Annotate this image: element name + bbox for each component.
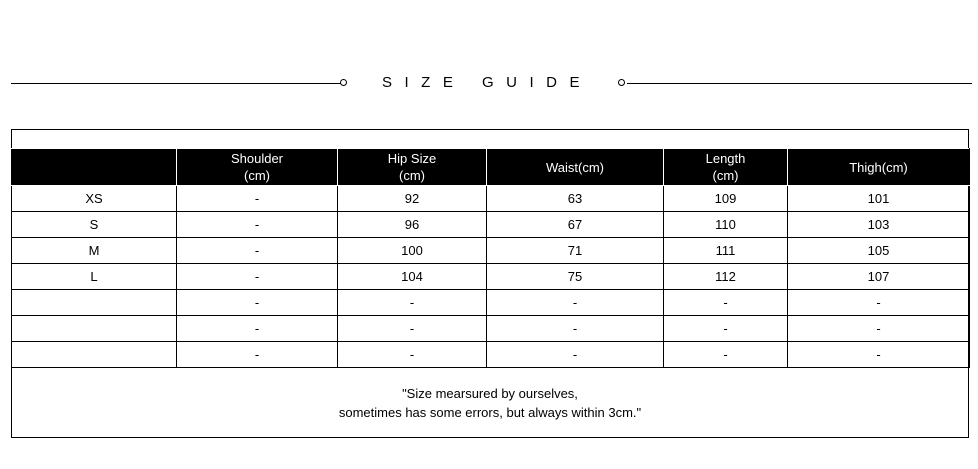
measurement-note <box>12 384 968 422</box>
table-cell: - <box>664 290 788 316</box>
table-row <box>12 186 970 212</box>
table-cell: 109 <box>664 186 788 212</box>
header-hip-label: Hip Size <box>387 151 437 166</box>
table-cell: 112 <box>664 264 788 290</box>
table-cell: - <box>487 316 664 342</box>
header-thigh: Thigh(cm) <box>788 149 970 186</box>
table-row <box>12 264 970 290</box>
table-cell: 67 <box>487 212 664 238</box>
table-cell: - <box>487 342 664 368</box>
size-table <box>11 148 970 368</box>
table-cell <box>12 290 177 316</box>
table-cell <box>12 316 177 342</box>
table-cell: 105 <box>788 238 970 264</box>
header-size <box>12 149 177 186</box>
table-cell <box>12 342 177 368</box>
table-cell: - <box>177 316 338 342</box>
table-cell: - <box>338 316 487 342</box>
table-cell: 63 <box>487 186 664 212</box>
table-cell: 107 <box>788 264 970 290</box>
table-cell: 103 <box>788 212 970 238</box>
circle-ornament-right-icon <box>618 79 625 86</box>
table-cell: - <box>664 316 788 342</box>
table-cell: L <box>12 264 177 290</box>
table-cell: - <box>177 290 338 316</box>
table-cell: - <box>338 342 487 368</box>
table-cell: 101 <box>788 186 970 212</box>
table-cell: S <box>12 212 177 238</box>
table-cell: - <box>177 238 338 264</box>
table-cell: 75 <box>487 264 664 290</box>
table-cell: 92 <box>338 186 487 212</box>
circle-ornament-left-icon <box>340 79 347 86</box>
header-hip-unit: (cm) <box>399 168 425 183</box>
note-line-1: "Size mearsured by ourselves, <box>402 386 578 401</box>
header-shoulder-label: Shoulder <box>230 151 284 166</box>
table-row <box>12 238 970 264</box>
table-cell: 111 <box>664 238 788 264</box>
table-cell: - <box>177 212 338 238</box>
header-length-unit: (cm) <box>712 168 739 183</box>
table-cell: 110 <box>664 212 788 238</box>
header-length <box>664 149 788 186</box>
header-length-label: Length <box>705 151 746 166</box>
table-header-row <box>12 149 970 186</box>
table-cell: - <box>788 290 970 316</box>
table-cell: 96 <box>338 212 487 238</box>
size-guide-header <box>0 72 978 94</box>
table-cell: - <box>788 316 970 342</box>
table-row <box>12 342 970 368</box>
table-row <box>12 212 970 238</box>
header-hip <box>338 149 487 186</box>
table-cell: - <box>487 290 664 316</box>
table-cell: 71 <box>487 238 664 264</box>
table-cell: 100 <box>338 238 487 264</box>
table-cell: M <box>12 238 177 264</box>
divider-right <box>627 83 972 84</box>
table-row <box>12 290 970 316</box>
table-cell: - <box>664 342 788 368</box>
header-shoulder <box>177 149 338 186</box>
table-cell: - <box>177 264 338 290</box>
size-table-container <box>11 129 969 438</box>
table-cell: 104 <box>338 264 487 290</box>
table-cell: - <box>788 342 970 368</box>
table-cell: - <box>177 186 338 212</box>
header-shoulder-unit: (cm) <box>244 168 270 183</box>
header-waist: Waist(cm) <box>487 149 664 186</box>
table-cell: - <box>177 342 338 368</box>
divider-left <box>11 83 341 84</box>
note-line-2: sometimes has some errors, but always within 3cm." <box>338 405 642 420</box>
table-row <box>12 316 970 342</box>
page-title: SIZE GUIDE <box>382 74 593 91</box>
table-cell: - <box>338 290 487 316</box>
table-cell: XS <box>12 186 177 212</box>
